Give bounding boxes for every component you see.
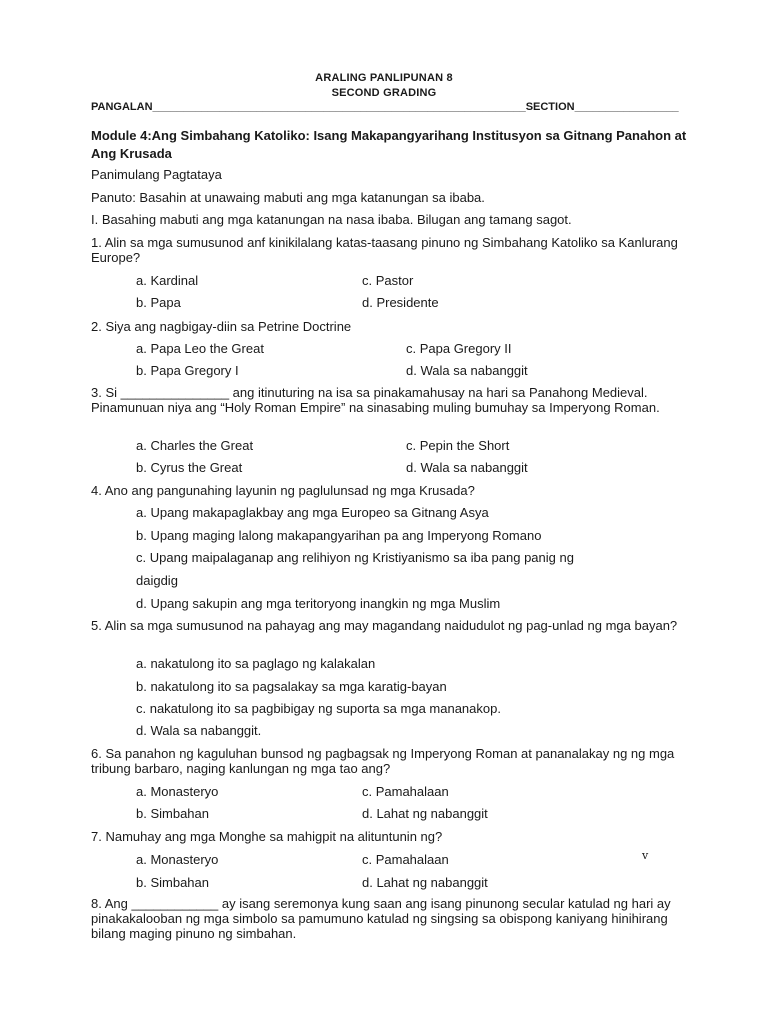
question-2: 2. Siya ang nagbigay-diin sa Petrine Doctrine	[91, 319, 352, 334]
q3-option-b: b. Cyrus the Great	[136, 460, 243, 475]
q1-option-c: c. Pastor	[362, 273, 414, 288]
question-7: 7. Namuhay ang mga Monghe sa mahigpit na alituntunin ng?	[91, 829, 443, 844]
q5-option-d: d. Wala sa nabanggit.	[136, 723, 262, 738]
question-5: 5. Alin sa mga sumusunod na pahayag ang may magandang naidudulot ng pag-unlad ng mga bayan?	[91, 618, 678, 633]
part-instruction: I. Basahing mabuti ang mga katanungan na nasa ibaba. Bilugan ang tamang sagot.	[91, 212, 572, 227]
q4-option-b: b. Upang maging lalong makapangyarihan pa ang Imperyong Romano	[136, 528, 542, 543]
q4-option-a: a. Upang makapaglakbay ang mga Europeo sa Gitnang Asya	[136, 505, 489, 520]
module-title: Module 4:Ang Simbahang Katoliko: Isang Makapangyarihang Institusyon sa Gitnang Panahon at Ang Krusada	[91, 128, 687, 161]
q2-option-d: d. Wala sa nabanggit	[406, 363, 528, 378]
q6-option-c: c. Pamahalaan	[362, 784, 449, 799]
subject-heading: ARALING PANLIPUNAN 8	[315, 72, 453, 84]
q7-option-b: b. Simbahan	[136, 875, 209, 890]
q6-option-b: b. Simbahan	[136, 806, 209, 821]
q1-option-a: a. Kardinal	[136, 273, 199, 288]
question-8: 8. Ang ____________ ay isang seremonya kung saan ang isang pinunong secular katulad ng hari ay pinakakalooban ng mga simbolo sa pamumuno katulad ng singsing sa obispong kaniyang hinihirang bilang maging pinuno ng simbahan.	[91, 896, 671, 941]
q6-option-a: a. Monasteryo	[136, 784, 219, 799]
q7-option-d: d. Lahat ng nabanggit	[362, 875, 488, 890]
grading-heading: SECOND GRADING	[331, 87, 437, 99]
q5-option-a: a. nakatulong ito sa paglago ng kalakalan	[136, 656, 376, 671]
margin-mark: v	[642, 849, 649, 862]
q3-option-a: a. Charles the Great	[136, 438, 254, 453]
name-section-line: PANGALAN_____________________________________________________________SECTION_________________	[91, 101, 679, 113]
q5-option-c: c. nakatulong ito sa pagbibigay ng suporta sa mga mananakop.	[136, 701, 501, 716]
q7-option-a: a. Monasteryo	[136, 852, 219, 867]
q2-option-b: b. Papa Gregory I	[136, 363, 239, 378]
q1-option-b: b. Papa	[136, 295, 181, 310]
q6-option-d: d. Lahat ng nabanggit	[362, 806, 488, 821]
q2-option-c: c. Papa Gregory II	[406, 341, 512, 356]
instruction: Panuto: Basahin at unawaing mabuti ang mga katanungan sa ibaba.	[91, 190, 485, 205]
q2-option-a: a. Papa Leo the Great	[136, 341, 264, 356]
q4-option-d: d. Upang sakupin ang mga teritoryong inangkin ng mga Muslim	[136, 596, 501, 611]
q5-option-b: b. nakatulong ito sa pagsalakay sa mga karatig-bayan	[136, 679, 447, 694]
q3-option-d: d. Wala sa nabanggit	[406, 460, 528, 475]
q4-option-c-cont: daigdig	[136, 573, 178, 588]
section-title: Panimulang Pagtataya	[91, 167, 222, 182]
q7-option-c: c. Pamahalaan	[362, 852, 449, 867]
question-1: 1. Alin sa mga sumusunod anf kinikilalang katas-taasang pinuno ng Simbahang Katoliko sa Kanlurang Europe?	[91, 235, 678, 265]
question-3: 3. Si _______________ ang itinuturing na isa sa pinakamahusay na hari sa Panahong Medieval. Pinamunuan niya ang “Holy Roman Empire” na sinasabing muling bumuhay sa Imperyong Roman.	[91, 385, 660, 415]
question-4: 4. Ano ang pangunahing layunin ng paglulunsad ng mga Krusada?	[91, 483, 475, 498]
q3-option-c: c. Pepin the Short	[406, 438, 510, 453]
question-6: 6. Sa panahon ng kaguluhan bunsod ng pagbagsak ng Imperyong Roman at pananalakay ng ng mga tribung barbaro, naging kanlungan ng mga tao ang?	[91, 746, 675, 776]
q4-option-c: c. Upang maipalaganap ang relihiyon ng Kristiyanismo sa iba pang panig ng	[136, 550, 574, 565]
q1-option-d: d. Presidente	[362, 295, 439, 310]
